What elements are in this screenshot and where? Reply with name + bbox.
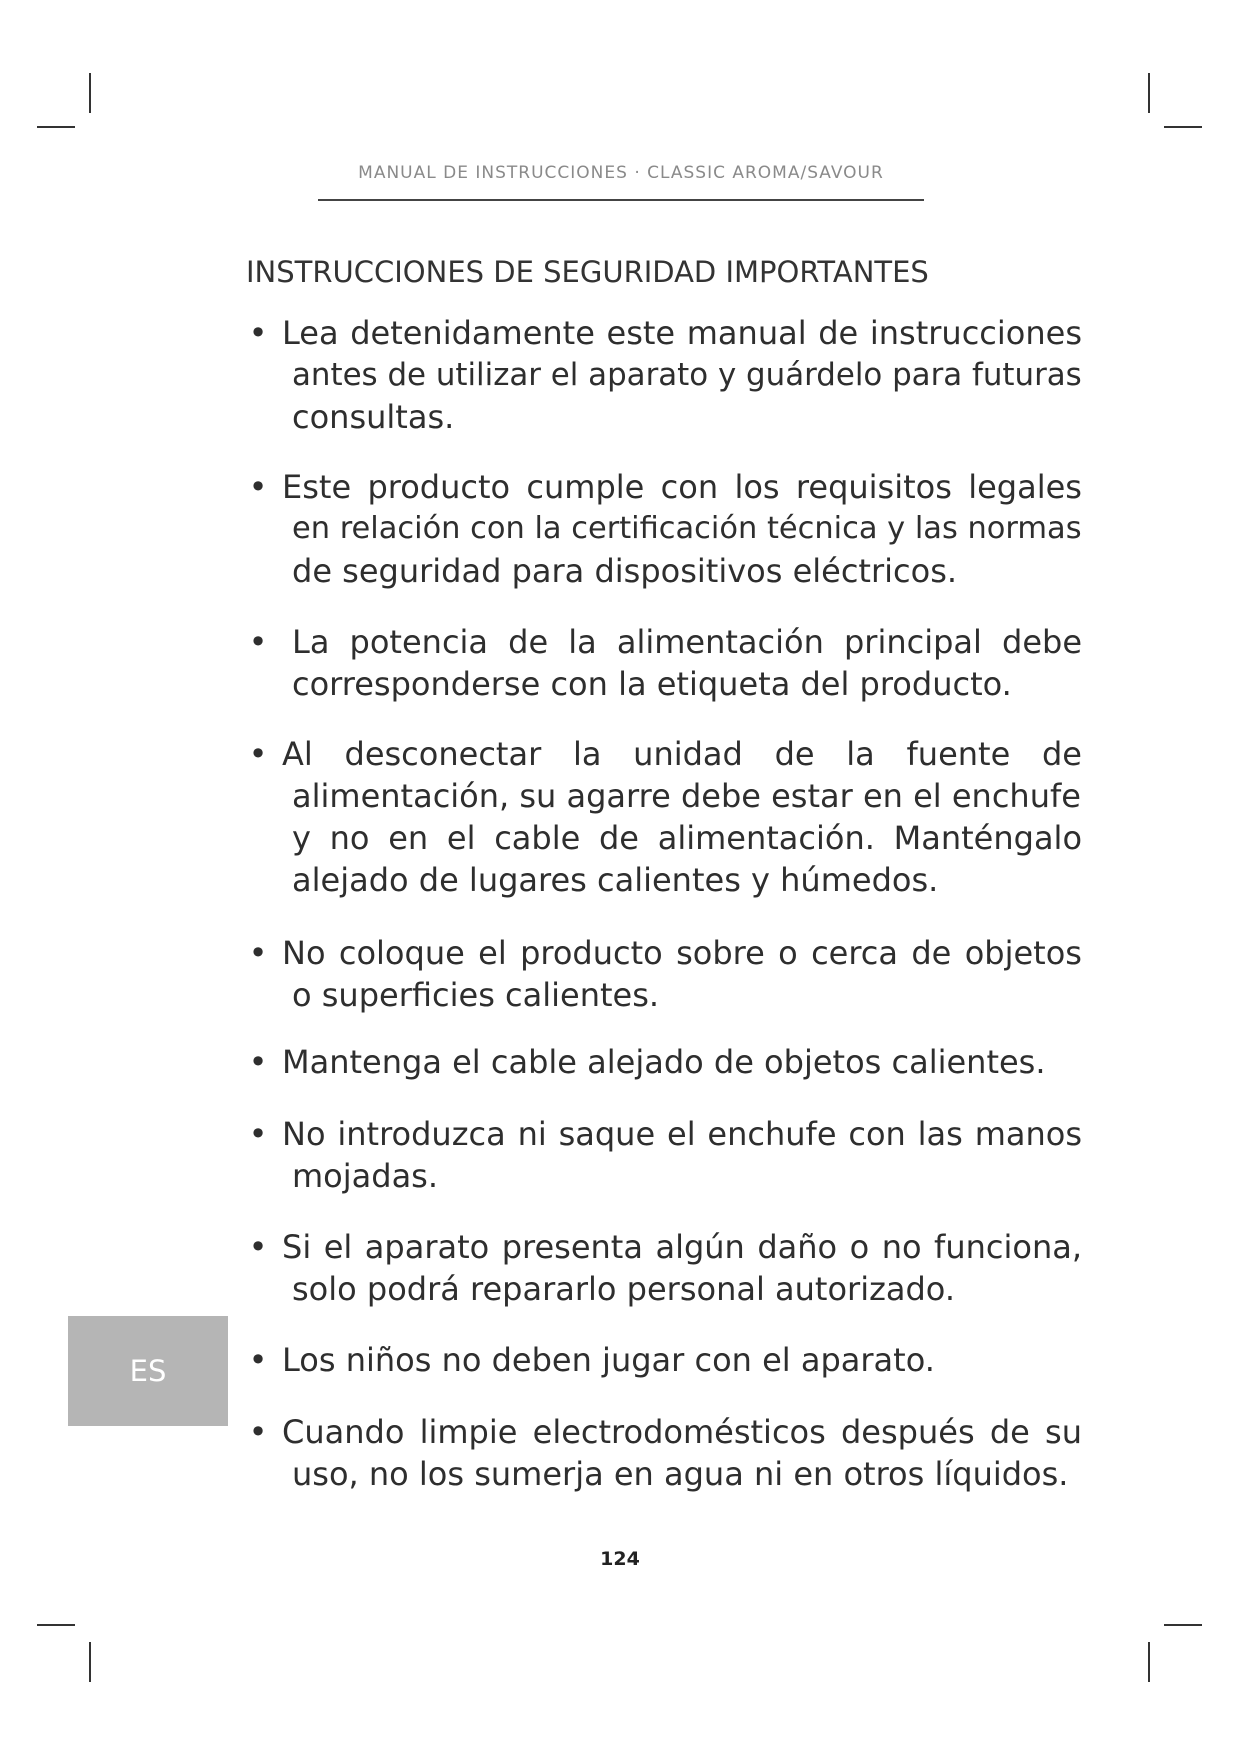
- bullet-icon: •: [248, 314, 268, 352]
- list-item-line: antes de utilizar el aparato y guárdelo para futuras: [292, 357, 1082, 393]
- list-item: [246, 312, 1106, 438]
- bullet-icon: •: [248, 1043, 268, 1081]
- crop-mark-top-left-vertical: [89, 73, 91, 113]
- section-title: INSTRUCCIONES DE SEGURIDAD IMPORTANTES: [246, 255, 929, 289]
- page-number: 124: [600, 1548, 640, 1570]
- list-item-line: No coloque el producto sobre o cerca de objetos: [282, 934, 1082, 972]
- crop-mark-top-left-horizontal: [37, 126, 75, 128]
- list-item: [246, 932, 1106, 1016]
- header-rule: [318, 199, 924, 201]
- list-item-line: uso, no los sumerja en agua ni en otros líquidos.: [292, 1455, 1069, 1493]
- list-item-line: corresponderse con la etiqueta del producto.: [292, 665, 1012, 703]
- list-item-line: o superficies calientes.: [292, 976, 660, 1014]
- crop-mark-top-right-horizontal: [1164, 126, 1202, 128]
- bullet-icon: •: [248, 468, 268, 506]
- crop-mark-bottom-left-horizontal: [37, 1624, 75, 1626]
- list-item-line: en relación con la certificación técnica y las normas: [292, 511, 1082, 546]
- list-item: [246, 1113, 1106, 1197]
- bullet-icon: •: [248, 934, 268, 972]
- list-item-line: alejado de lugares calientes y húmedos.: [292, 861, 939, 899]
- bullet-icon: •: [248, 1115, 268, 1153]
- list-item-line: Al desconectar la unidad de la fuente de: [282, 735, 1082, 773]
- list-item: [246, 1411, 1106, 1495]
- crop-mark-bottom-right-horizontal: [1164, 1624, 1202, 1626]
- list-item: [246, 733, 1106, 901]
- language-tab-label: ES: [129, 1354, 167, 1388]
- language-tab: [68, 1316, 228, 1426]
- list-item-line: de seguridad para dispositivos eléctricos.: [292, 552, 958, 590]
- list-item-line: Lea detenidamente este manual de instrucciones: [282, 314, 1082, 352]
- list-item-line: Mantenga el cable alejado de objetos calientes.: [282, 1043, 1046, 1081]
- list-item-line: alimentación, su agarre debe estar en el enchufe: [292, 777, 1081, 815]
- list-item: [246, 1339, 1106, 1381]
- crop-mark-bottom-right-vertical: [1148, 1642, 1150, 1682]
- list-item-line: Si el aparato presenta algún daño o no funciona,: [282, 1228, 1083, 1266]
- bullet-icon: •: [248, 1228, 268, 1266]
- list-item-line: Los niños no deben jugar con el aparato.: [282, 1341, 935, 1379]
- bullet-icon: •: [248, 1341, 268, 1379]
- running-header: MANUAL DE INSTRUCCIONES · CLASSIC AROMA/SAVOUR: [358, 163, 884, 183]
- list-item: [246, 466, 1106, 592]
- bullet-icon: •: [248, 1413, 268, 1451]
- list-item-line: La potencia de la alimentación principal debe: [292, 623, 1083, 661]
- bullet-icon: •: [248, 623, 268, 661]
- list-item-line: y no en el cable de alimentación. Manténgalo: [292, 819, 1083, 857]
- list-item-line: No introduzca ni saque el enchufe con las manos: [282, 1115, 1083, 1153]
- bullet-icon: •: [248, 735, 268, 773]
- crop-mark-bottom-left-vertical: [89, 1642, 91, 1682]
- list-item: [246, 621, 1106, 705]
- list-item-line: mojadas.: [292, 1157, 439, 1195]
- list-item: [246, 1041, 1106, 1083]
- list-item-line: Este producto cumple con los requisitos legales: [282, 468, 1082, 506]
- list-item-line: solo podrá repararlo personal autorizado.: [292, 1270, 955, 1308]
- list-item-line: Cuando limpie electrodomésticos después de su: [282, 1413, 1082, 1451]
- list-item: [246, 1226, 1106, 1310]
- crop-mark-top-right-vertical: [1148, 73, 1150, 113]
- list-item-line: consultas.: [292, 398, 455, 436]
